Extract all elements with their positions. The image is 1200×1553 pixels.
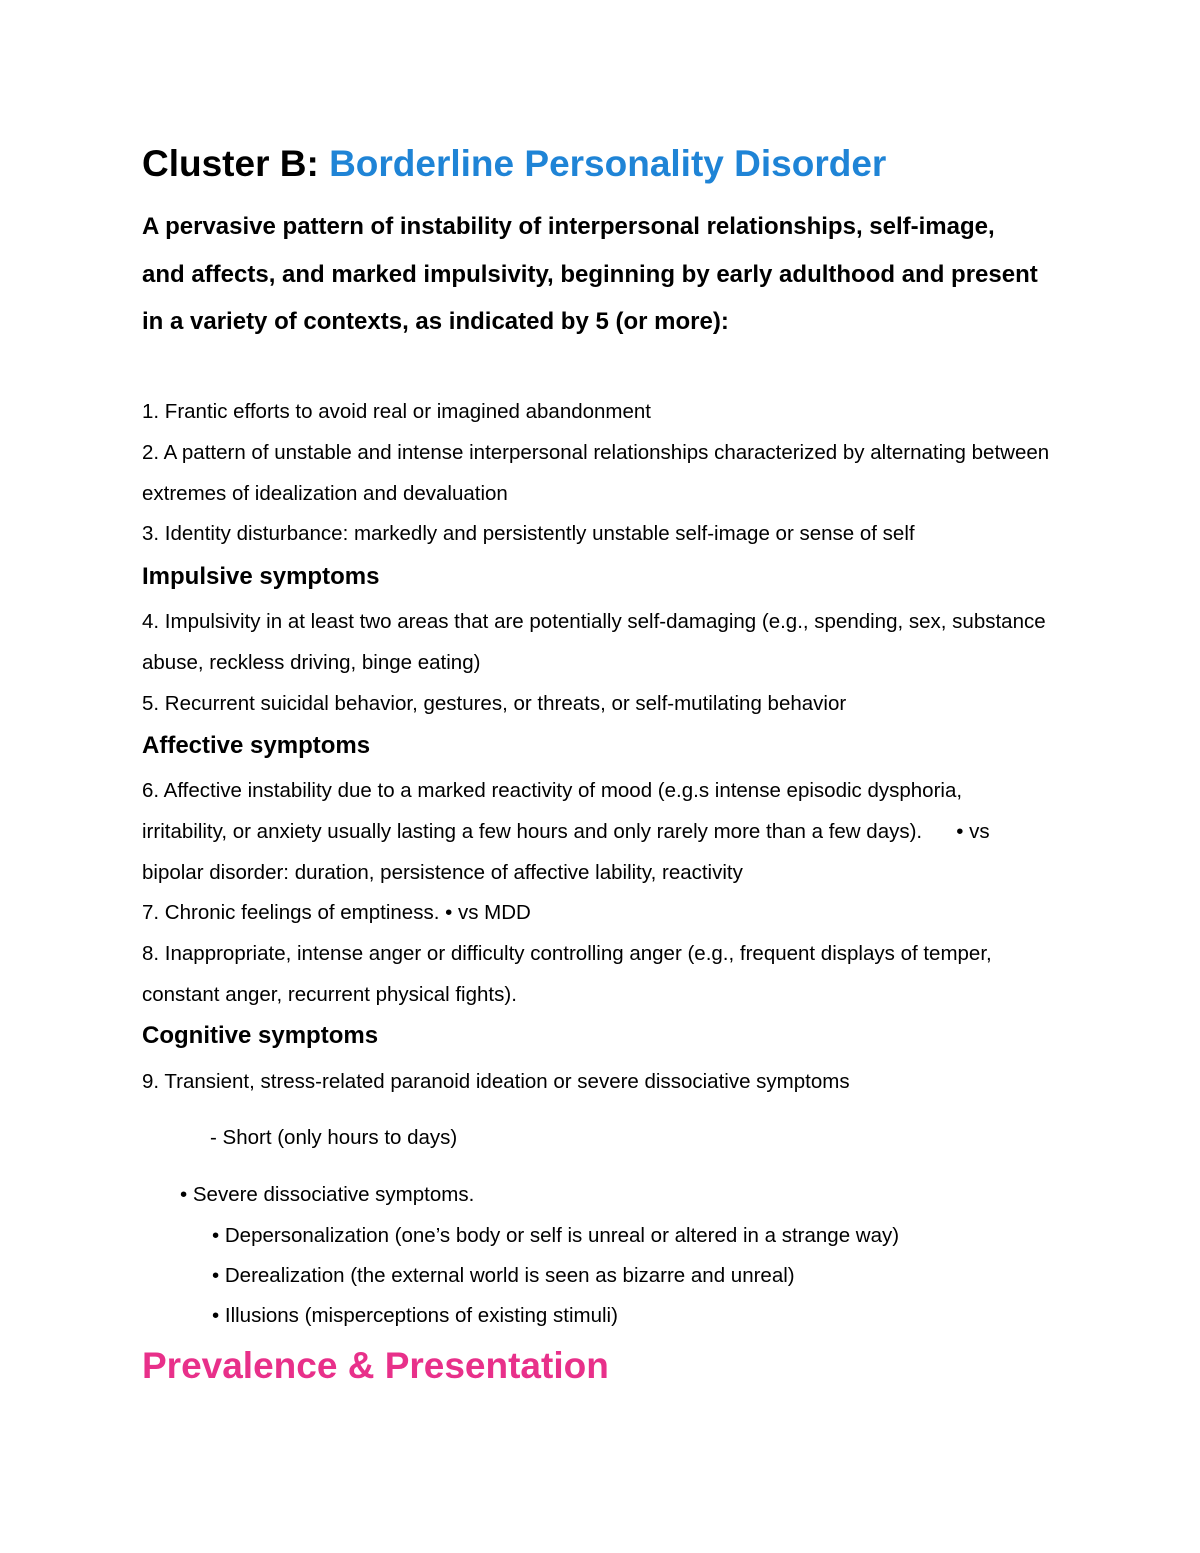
short-duration-note: - Short (only hours to days) [210, 1126, 458, 1149]
title-prefix: Cluster B: [142, 143, 330, 184]
criterion-7: 7. Chronic feelings of emptiness. • vs MDD [142, 901, 531, 925]
criteria-list-1-3 [142, 392, 1052, 555]
illusions-bullet: • Illusions (misperceptions of existing stimuli) [212, 1304, 618, 1327]
cognitive-heading: Cognitive symptoms [142, 1022, 379, 1049]
derealization-bullet: • Derealization (the external world is seen as bizarre and unreal) [212, 1264, 795, 1287]
criterion-1: 1. Frantic efforts to avoid real or imagined abandonment [142, 400, 651, 423]
dissociative-bullet: • Severe dissociative symptoms. [180, 1183, 475, 1206]
page-title [142, 140, 886, 188]
impulsive-heading: Impulsive symptoms [142, 563, 380, 590]
intro-paragraph: A pervasive pattern of instability of interpersonal relationships, self-image, and affects, and marked impulsivity, beginning by early adulthood and present in a variety of contexts, as indicated by 5 (or more): [142, 213, 1038, 335]
criterion-5: 5. Recurrent suicidal behavior, gestures, or threats, or self-mutilating behavior [142, 691, 847, 715]
prevalence-section-title: Prevalence & Presentation [142, 1345, 609, 1386]
affective-heading: Affective symptoms [142, 732, 371, 759]
criterion-3: 3. Identity disturbance: markedly and persistently unstable self-image or sense of self [142, 522, 915, 546]
criterion-6: 6. Affective instability due to a marked reactivity of mood (e.g.s intense episodic dysphoria, irritability, or anxiety usually lasting a few hours and only rarely more than a few days). • vs bipolar disorder: duration, persistence of affective lability, reactivity [142, 779, 996, 884]
title-accent: Borderline Personality Disorder [329, 143, 887, 184]
criterion-8: 8. Inappropriate, intense anger or difficulty controlling anger (e.g., frequent displays of temper, constant anger, recurrent physical fights). [142, 942, 992, 1006]
criterion-9: 9. Transient, stress-related paranoid ideation or severe dissociative symptoms [142, 1070, 850, 1093]
impulsive-list [142, 602, 1052, 724]
depersonalization-bullet: • Depersonalization (one’s body or self is unreal or altered in a strange way) [212, 1224, 900, 1247]
affective-list [142, 771, 1052, 1016]
criterion-4: 4. Impulsivity in at least two areas that are potentially self-damaging (e.g., spending, sex, substance abuse, reckless driving, binge eating) [142, 610, 1046, 674]
criterion-2: 2. A pattern of unstable and intense interpersonal relationships characterized by alternating between extremes of idealization and devaluation [142, 440, 1050, 505]
